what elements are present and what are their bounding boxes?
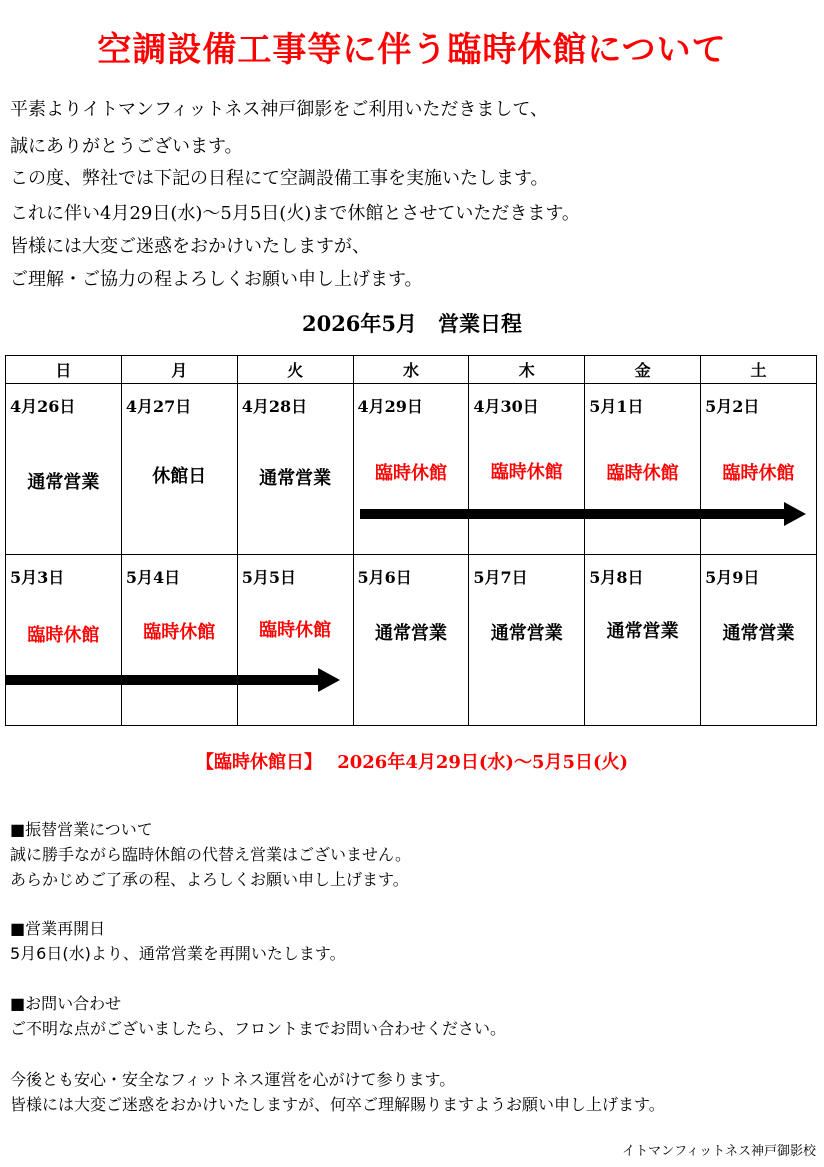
weekday-tue: 火 <box>237 356 353 384</box>
closing-line: 皆様には大変ご迷惑をおかけいたしますが、何卒ご理解賜りますようお願い申し上げます。 <box>10 1095 665 1114</box>
day-status: 休館日 <box>152 466 207 487</box>
day-cell <box>469 555 585 726</box>
contact-heading: ■お問い合わせ <box>10 994 122 1013</box>
day-status: 通常営業 <box>374 623 447 644</box>
day-cell <box>353 555 469 726</box>
closure-arrow-week1 <box>360 502 806 526</box>
day-status: 臨時休館 <box>27 625 100 646</box>
day-cell <box>701 555 817 726</box>
substitute-heading: ■振替営業について <box>10 820 153 839</box>
weekday-mon: 月 <box>121 356 237 384</box>
day-cell <box>585 555 701 726</box>
day-date: 5月2日 <box>705 397 760 416</box>
arrow-head <box>784 502 806 526</box>
day-cell <box>237 384 353 555</box>
intro-line: この度、弊社では下記の日程にて空調設備工事を実施いたします。 <box>10 168 549 189</box>
day-cell <box>121 555 237 726</box>
day-date: 5月7日 <box>473 568 528 587</box>
reopen-line: 5月6日(水)より、通常営業を再開いたします。 <box>10 944 346 963</box>
intro-line: 皆様には大変ご迷惑をおかけいたしますが、 <box>10 236 370 257</box>
day-cell <box>121 384 237 555</box>
day-date: 5月9日 <box>705 568 760 587</box>
day-status: 臨時休館 <box>722 463 795 484</box>
day-date: 4月30日 <box>473 397 539 416</box>
day-status: 通常営業 <box>722 623 795 644</box>
arrow-shaft <box>360 509 786 519</box>
day-date: 5月6日 <box>357 568 412 587</box>
intro-line: これに伴い4月29日(水)〜5月5日(火)まで休館とさせていただきます。 <box>10 203 580 224</box>
substitute-line: 誠に勝手ながら臨時休館の代替え営業はございません。 <box>10 845 411 864</box>
arrow-shaft <box>6 675 320 685</box>
weekday-wed: 水 <box>353 356 469 384</box>
week-row-2 <box>6 555 817 726</box>
day-status: 臨時休館 <box>490 462 563 483</box>
day-cell <box>6 555 122 726</box>
day-date: 4月29日 <box>357 397 423 416</box>
day-date: 5月8日 <box>589 568 644 587</box>
day-date: 5月5日 <box>241 568 296 587</box>
week-row-1 <box>6 384 817 555</box>
day-status: 通常営業 <box>27 472 100 493</box>
schedule-title: 2026年5月 営業日程 <box>301 311 523 336</box>
intro-line: 平素よりイトマンフィットネス神戸御影をご利用いただきまして、 <box>10 99 549 120</box>
weekday-header-row <box>6 356 817 384</box>
contact-line: ご不明な点がございましたら、フロントまでお問い合わせください。 <box>10 1019 507 1038</box>
day-status: 通常営業 <box>606 621 679 642</box>
day-status: 通常営業 <box>259 468 332 489</box>
weekday-sat: 土 <box>701 356 817 384</box>
reopen-heading: ■営業再開日 <box>10 919 106 938</box>
intro-line: 誠にありがとうございます。 <box>10 136 243 157</box>
day-date: 5月1日 <box>589 397 644 416</box>
weekday-thu: 木 <box>469 356 585 384</box>
intro-line: ご理解・ご協力の程よろしくお願い申し上げます。 <box>10 269 423 290</box>
day-status: 臨時休館 <box>143 622 216 643</box>
day-status: 臨時休館 <box>259 620 332 641</box>
day-cell <box>585 384 701 555</box>
day-status: 臨時休館 <box>606 463 679 484</box>
closed-period: 【臨時休館日】 2026年4月29日(水)〜5月5日(火) <box>195 752 629 773</box>
day-status: 臨時休館 <box>374 463 447 484</box>
closing-line: 今後とも安心・安全なフィットネス運営を心がけて参ります。 <box>10 1070 456 1089</box>
day-status: 通常営業 <box>490 623 563 644</box>
arrow-head <box>318 668 340 692</box>
day-date: 5月3日 <box>10 568 65 587</box>
weekday-fri: 金 <box>585 356 701 384</box>
closure-arrow-week2 <box>6 668 340 692</box>
day-date: 4月26日 <box>10 397 76 416</box>
substitute-line: あらかじめご了承の程、よろしくお願い申し上げます。 <box>10 870 409 889</box>
footer-signature: イトマンフィットネス神戸御影校 <box>622 1144 816 1159</box>
day-cell <box>469 384 585 555</box>
page-title: 空調設備工事等に伴う臨時休館について <box>97 30 727 70</box>
weekday-sun: 日 <box>6 356 122 384</box>
day-cell <box>6 384 122 555</box>
day-date: 4月28日 <box>241 397 308 416</box>
day-cell <box>237 555 353 726</box>
day-date: 5月4日 <box>125 568 181 587</box>
day-cell <box>353 384 469 555</box>
day-cell <box>701 384 817 555</box>
day-date: 4月27日 <box>125 397 192 416</box>
